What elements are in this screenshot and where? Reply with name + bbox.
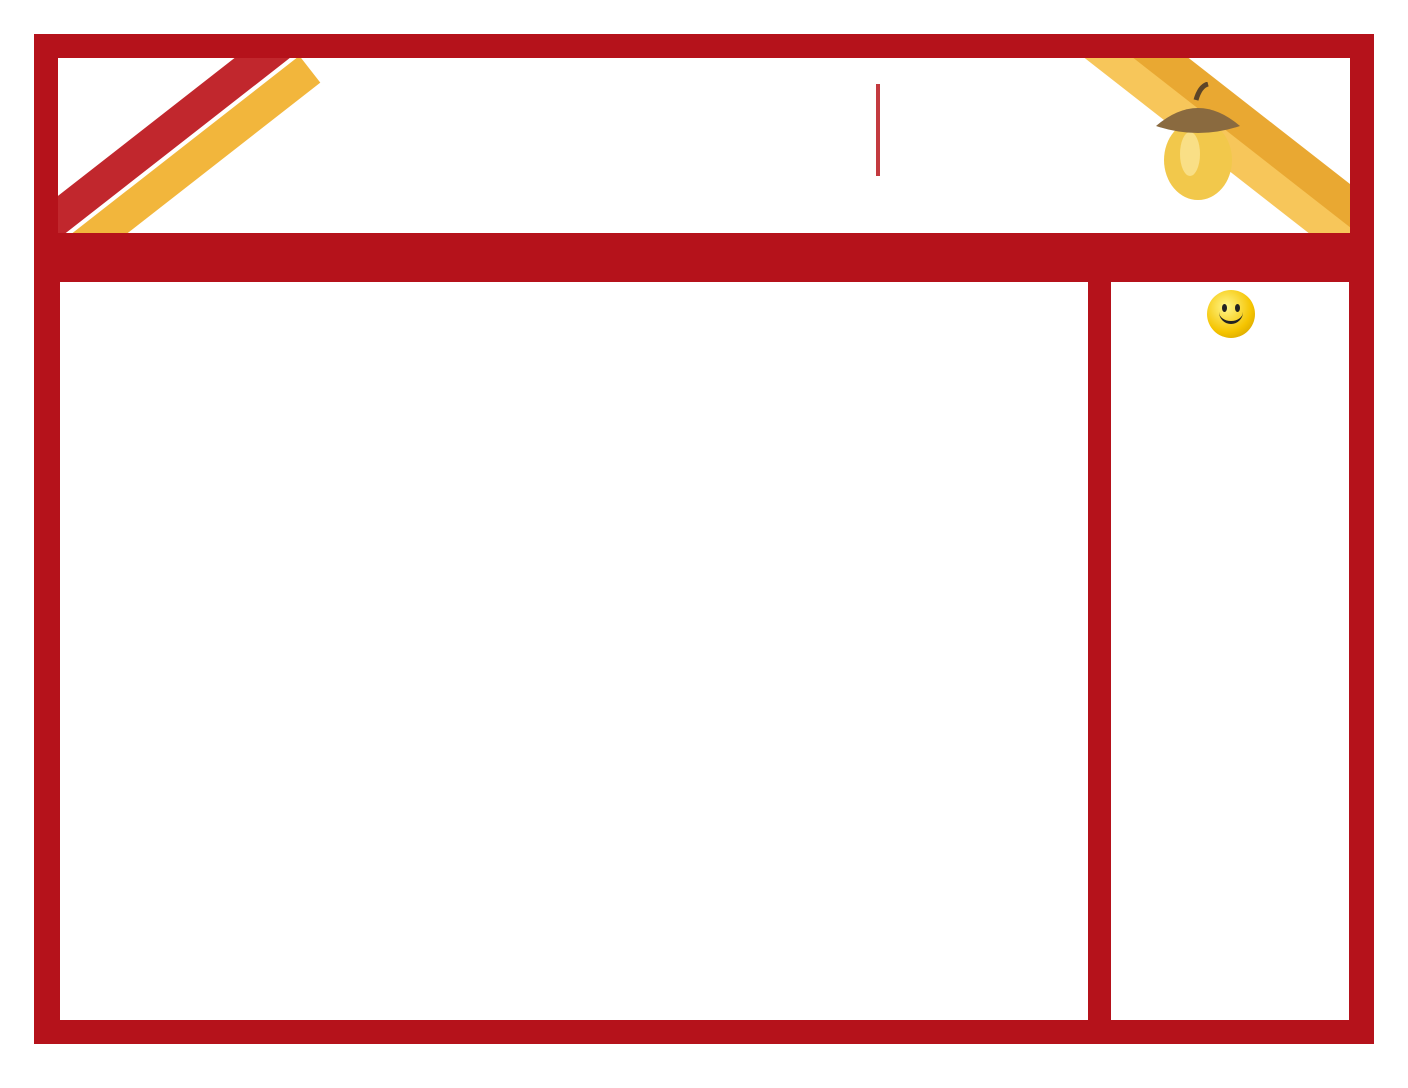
day-wednesday [471,246,677,272]
info-sidebar [1111,282,1349,1020]
day-tuesday [266,246,472,272]
day-thursday [677,246,883,272]
title-divider [876,84,880,176]
weekday-header [60,246,1088,272]
smiley-icon [1207,290,1255,338]
acorn-icon [1148,82,1248,202]
day-friday [882,246,1088,272]
day-monday [60,246,266,272]
calendar-grid [60,282,1088,1020]
